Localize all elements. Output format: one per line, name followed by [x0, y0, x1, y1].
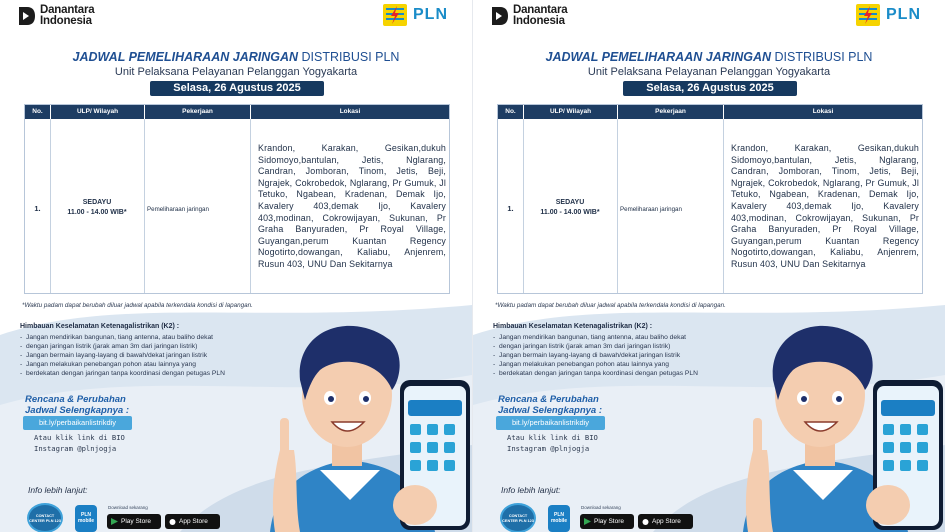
google-play-button[interactable] [107, 514, 161, 529]
header-no: No. [498, 105, 523, 119]
safety-item: - dengan jaringan listrik (jarak aman 3m dari jaringan listrik) [20, 342, 280, 351]
row-number: 1. [34, 204, 41, 213]
date-badge: Selasa, 26 Agustus 2025 [623, 81, 797, 96]
flyer-panel-right [473, 0, 945, 532]
info-label: Info lebih lanjut: [501, 485, 561, 495]
contact-center-text: CONTACT CENTER PLN 123 [502, 514, 534, 523]
pln-logo [856, 4, 921, 26]
row-job: Pemeliharaan jaringan [620, 206, 682, 213]
row-job: Pemeliharaan jaringan [147, 206, 209, 213]
header-job: Pekerjaan [618, 105, 723, 119]
row-location: Krandon, Karakan, Gesikan,dukuh Sidomoyo,bantulan, Jetis, Nglarang, Candran, Jomboran, Tinom, Jetis, Beji, Ngrajek, Cokrobedok, Nglarang, Pr Gumuk, Jl Tetuko, Ngabean, Kradenan, Demak Ijo, Kavalery 403,demak Ijo, Kavalery 403,modinan, Cokrowijayan, Sukunan, Pr Graha Banyuraden, Pr Royal Village, Guyangan,perum Kuantan Regency Nogotirto,dowangan, Kaliabu, Anjenrem, Rusun 403, UNU Dan Sekitarnya [258, 143, 446, 269]
brand-line-1: Danantara [40, 4, 95, 16]
header-ulp: ULP/ Wilayah [524, 105, 617, 119]
title-rest: DISTRIBUSI PLN [774, 50, 873, 64]
ulp-name: SEDAYU [555, 199, 585, 206]
schedule-table [497, 104, 923, 294]
row-ulp [50, 198, 144, 218]
safety-item: - dengan jaringan listrik (jarak aman 3m dari jaringan listrik) [493, 342, 753, 351]
safety-item: - Jangan mendirikan bangunan, tiang antenna, atau baliho dekat [20, 333, 280, 342]
apple-icon [642, 518, 649, 525]
date-badge: Selasa, 26 Agustus 2025 [150, 81, 324, 96]
header-no: No. [25, 105, 50, 119]
google-play-label: Play Store [121, 518, 151, 525]
danantara-logo [18, 5, 94, 27]
app-store-button[interactable] [165, 514, 220, 529]
brand-line-2: Indonesia [40, 15, 92, 27]
row-number: 1. [507, 204, 514, 213]
title-bold: JADWAL PEMELIHARAAN JARINGAN [545, 50, 772, 64]
schedule-heading [498, 394, 602, 416]
header-job: Pekerjaan [145, 105, 250, 119]
footnote: *Waktu padam dapat berubah diluar jadwal apabila terkendala kondisi di lapangan. [22, 302, 253, 309]
download-label: Download sekarang [108, 505, 148, 510]
schedule-heading-1: Rencana & Perubahan [498, 394, 599, 405]
footnote: *Waktu padam dapat berubah diluar jadwal apabila terkendala kondisi di lapangan. [495, 302, 726, 309]
ulp-time: 11.00 - 14.00 WIB* [540, 209, 600, 216]
header-location: Lokasi [251, 105, 449, 119]
danantara-mark-icon [491, 6, 509, 26]
pln-mobile-app-icon[interactable]: PLN mobile [548, 505, 570, 532]
schedule-heading-1: Rencana & Perubahan [25, 394, 126, 405]
flyer-panel-left [0, 0, 472, 532]
safety-item: - Jangan melakukan penebangan pohon atau lainnya yang [493, 360, 753, 369]
pln-bolt-icon [856, 4, 880, 26]
safety-item: - berdekatan dengan jaringan tanpa koordinasi dengan petugas PLN [493, 369, 753, 378]
schedule-link[interactable]: bit.ly/perbaikanlistrikdiy [23, 416, 132, 430]
apple-icon [169, 518, 176, 525]
safety-list [20, 333, 280, 378]
safety-title: Himbauan Keselamatan Ketenagalistrikan (K2) : [20, 323, 180, 330]
row-location: Krandon, Karakan, Gesikan,dukuh Sidomoyo,bantulan, Jetis, Nglarang, Candran, Jomboran, Tinom, Jetis, Beji, Ngrajek, Cokrobedok, Nglarang, Pr Gumuk, Jl Tetuko, Ngabean, Kradenan, Demak Ijo, Kavalery 403,demak Ijo, Kavalery 403,modinan, Cokrowijayan, Sukunan, Pr Graha Banyuraden, Pr Royal Village, Guyangan,perum Kuantan Regency Nogotirto,dowangan, Kaliabu, Anjenrem, Rusun 403, UNU Dan Sekitarnya [731, 143, 919, 269]
title-bold: JADWAL PEMELIHARAAN JARINGAN [72, 50, 299, 64]
download-label: Download sekarang [581, 505, 621, 510]
safety-title: Himbauan Keselamatan Ketenagalistrikan (K2) : [493, 323, 653, 330]
safety-item: - Jangan bermain layang-layang di bawah/dekat jaringan listrik [493, 351, 753, 360]
contact-center-badge[interactable] [27, 503, 63, 532]
ulp-time: 11.00 - 14.00 WIB* [67, 209, 127, 216]
app-store-button[interactable] [638, 514, 693, 529]
google-play-label: Play Store [594, 518, 624, 525]
page-title [473, 50, 945, 64]
header-location: Lokasi [724, 105, 922, 119]
danantara-logo [491, 5, 567, 27]
bio-line-1: Atau klik link di BIO [34, 433, 125, 442]
bio-line-1: Atau klik link di BIO [507, 433, 598, 442]
subtitle: Unit Pelaksana Pelayanan Pelanggan Yogyakarta [587, 66, 831, 78]
schedule-heading-2: Jadwal Selengkapnya : [25, 405, 130, 416]
safety-item: - Jangan mendirikan bangunan, tiang antenna, atau baliho dekat [493, 333, 753, 342]
safety-list [493, 333, 753, 378]
character-illustration [723, 300, 945, 532]
pln-logo [383, 4, 448, 26]
character-illustration [250, 300, 472, 532]
pln-wordmark: PLN [886, 6, 921, 23]
bio-note [34, 433, 125, 454]
google-play-button[interactable] [580, 514, 634, 529]
app-store-label: App Store [652, 518, 681, 525]
pln-wordmark: PLN [413, 6, 448, 23]
brand-line-1: Danantara [513, 4, 568, 16]
pln-mobile-app-icon[interactable]: PLN mobile [75, 505, 97, 532]
page-title [0, 50, 472, 64]
bio-line-2: Instagram @plnjogja [507, 443, 590, 453]
play-store-icon [111, 518, 118, 525]
schedule-heading [25, 394, 129, 416]
title-rest: DISTRIBUSI PLN [301, 50, 400, 64]
bio-line-2: Instagram @plnjogja [34, 443, 117, 453]
ulp-name: SEDAYU [82, 199, 112, 206]
danantara-mark-icon [18, 6, 36, 26]
app-store-label: App Store [179, 518, 208, 525]
pln-bolt-icon [383, 4, 407, 26]
contact-center-badge[interactable] [500, 503, 536, 532]
info-label: Info lebih lanjut: [28, 485, 88, 495]
brand-line-2: Indonesia [513, 15, 565, 27]
contact-center-text: CONTACT CENTER PLN 123 [29, 514, 61, 523]
schedule-link[interactable]: bit.ly/perbaikanlistrikdiy [496, 416, 605, 430]
bio-note [507, 433, 598, 454]
play-store-icon [584, 518, 591, 525]
schedule-heading-2: Jadwal Selengkapnya : [498, 405, 603, 416]
safety-item: - Jangan melakukan penebangan pohon atau lainnya yang [20, 360, 280, 369]
header-ulp: ULP/ Wilayah [51, 105, 144, 119]
schedule-table [24, 104, 450, 294]
safety-item: - Jangan bermain layang-layang di bawah/dekat jaringan listrik [20, 351, 280, 360]
safety-item: - berdekatan dengan jaringan tanpa koordinasi dengan petugas PLN [20, 369, 280, 378]
row-ulp [523, 198, 617, 218]
subtitle: Unit Pelaksana Pelayanan Pelanggan Yogyakarta [114, 66, 358, 78]
